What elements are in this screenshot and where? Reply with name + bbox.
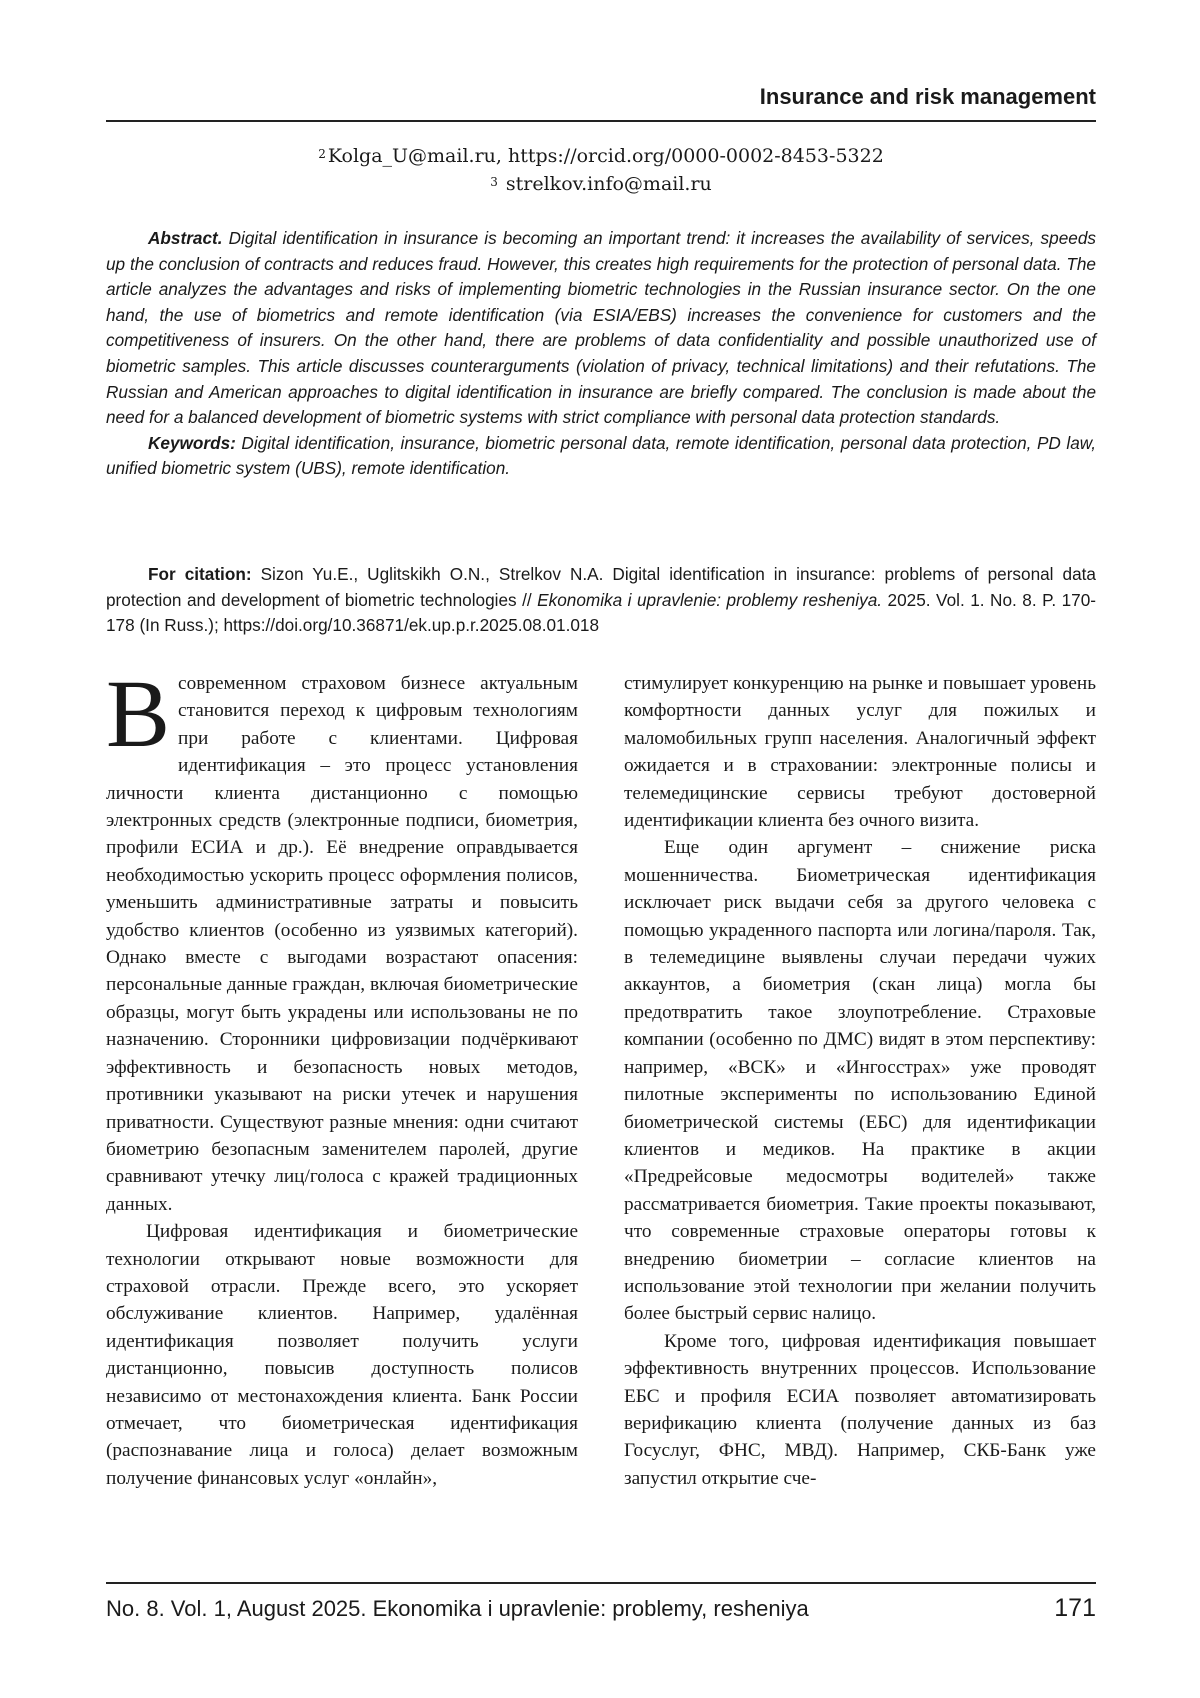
- footer-rule: [106, 1582, 1096, 1584]
- citation-label: For citation:: [148, 564, 252, 584]
- footer-journal-line: No. 8. Vol. 1, August 2025. Ekonomika i upravlenie: problemy, resheniya: [106, 1596, 809, 1621]
- citation-paragraph: [106, 562, 1096, 639]
- abstract-block: [106, 226, 1096, 482]
- abstract-text: Digital identification in insurance is becoming an important trend: it increases the availability of services, speeds up the conclusion of contracts and reduces fraud. However, this creates high requirements for the protection of personal data. The article analyzes the advantages and risks of implementing biometric technologies in the Russian insurance sector. On the one hand, the use of biometrics and remote identification (via ESIA/EBS) increases the convenience for customers and the competitiveness of insurers. On the other hand, there are problems of data confidentiality and possible unauthorized use of biometric samples. This article discusses counterarguments (violation of privacy, technical limitations) and their refutations. The Russian and American approaches to digital identification in insurance are briefly compared. The conclusion is made about the need for a balanced development of biometric systems with strict compliance with personal data protection standards.: [106, 228, 1096, 428]
- citation-text-before: Sizon Yu.E., Uglitskikh O.N., Strelkov N.A. Digital identification in insurance: problems of personal data protection and development of biometric technologies //: [106, 564, 1096, 610]
- abstract-paragraph: [106, 226, 1096, 431]
- keywords-paragraph: [106, 431, 1096, 482]
- keywords-text: Digital identification, insurance, biometric personal data, remote identification, personal data protection, PD law, unified biometric system (UBS), remote identification.: [106, 432, 1096, 479]
- citation-text-after: 2025. Vol. 1. No. 8. P. 170-178 (In Russ.); https://doi.org/10.36871/ek.up.p.r.2025.08.01.018: [106, 589, 1097, 636]
- contact-line-2: [106, 142, 1096, 170]
- body-paragraph-text: современном страховом бизнесе актуальным становится переход к цифровым технологиям при работе с клиентами. Цифровая идентификация – это процесс установления личности клиента дистанционно с помощью электронных средств (электронные подписи, биометрия, профили ЕСИА и др.). Её внедрение оправдывается необходимостью ускорить процесс оформления полисов, уменьшить административные затраты и повысить удобство клиентов (особенно из уязвимых категорий). Однако вместе с выгодами возрастают опасения: персональные данные граждан, включая биометрические образцы, могут быть украдены или использованы не по назначению. Сторонники цифровизации подчёркивают эффективность и безопасность новых методов, противники указывают на риски утечек и нарушения приватности. Существуют разные мнения: одни считают биометрию безопасным заменителем паролей, другие сравнивают утечку лиц/голоса с кражей традиционных данных.: [106, 673, 578, 1215]
- contact-3-text[interactable]: strelkov.info@mail.ru: [505, 173, 712, 195]
- body-paragraph: [106, 660, 578, 1218]
- citation-block: [106, 562, 1096, 639]
- drop-cap: В: [106, 660, 171, 767]
- contact-line-3: [106, 170, 1096, 198]
- citation-journal: Ekonomika i upravlenie: problemy resheniya.: [537, 589, 883, 610]
- body-paragraph: Цифровая идентификация и биометрические технологии открывают новые возможности для страховой отрасли. Прежде всего, это ускоряет обслуживание клиентов. Например, удалённая идентификация позволяет получить услуги дистанционно, повысив доступность полисов независимо от местонахождения клиента. Банк России отмечает, что биометрическая идентификация (распознавание лица и голоса) делает возможным получение финансовых услуг «онлайн»,: [106, 1221, 578, 1489]
- affiliation-mark-3: 3: [490, 175, 498, 189]
- author-contacts: [106, 142, 1096, 198]
- body-column-right: [624, 670, 1096, 1492]
- keywords-label: Keywords:: [148, 432, 236, 453]
- contact-2-text[interactable]: Kolga_U@mail.ru, https://orcid.org/0000-0002-8453-5322: [327, 145, 884, 167]
- running-header: Insurance and risk management: [759, 84, 1096, 109]
- body-paragraph: Еще один аргумент – снижение риска мошенничества. Биометрическая идентификация исключает риск выдачи себя за другого человека с помощью украденного паспорта или логина/пароля. Так, в телемедицине выявлены случаи передачи чужих аккаунтов, а биометрия (скан лица) могла бы предотвратить такое злоупотребление. Страховые компании (особенно по ДМС) видят в этом перспективу: например, «ВСК» и «Ингосстрах» уже проводят пилотные эксперименты по использованию Единой биометрической системы (ЕБС) для идентификации клиентов и медиков. На практике в акции «Предрейсовые медосмотры водителей» также рассматривается биометрия. Такие проекты показывают, что современные страховые операторы готовы к внедрению биометрии – согласие клиентов на использование этой технологии при желании получить более быстрый сервис налицо.: [624, 837, 1096, 1325]
- body-column-left: [106, 660, 578, 1492]
- body-paragraph: стимулирует конкуренцию на рынке и повышает уровень комфортности данных услуг для пожилых и маломобильных групп населения. Аналогичный эффект ожидается и в страховании: электронные полисы и телемедицинские сервисы требуют достоверной идентификации клиента без очного визита.: [624, 673, 1096, 832]
- header-rule: [106, 120, 1096, 122]
- body-paragraph: Кроме того, цифровая идентификация повышает эффективность внутренних процессов. Использование ЕБС и профиля ЕСИА позволяет автоматизировать верификацию клиента (получение данных из баз Госуслуг, ФНС, МВД). Например, СКБ-Банк уже запустил открытие сче-: [624, 1330, 1096, 1489]
- affiliation-mark-2: 2: [318, 147, 326, 161]
- abstract-label: Abstract.: [148, 228, 223, 248]
- page-number: 171: [1054, 1594, 1096, 1622]
